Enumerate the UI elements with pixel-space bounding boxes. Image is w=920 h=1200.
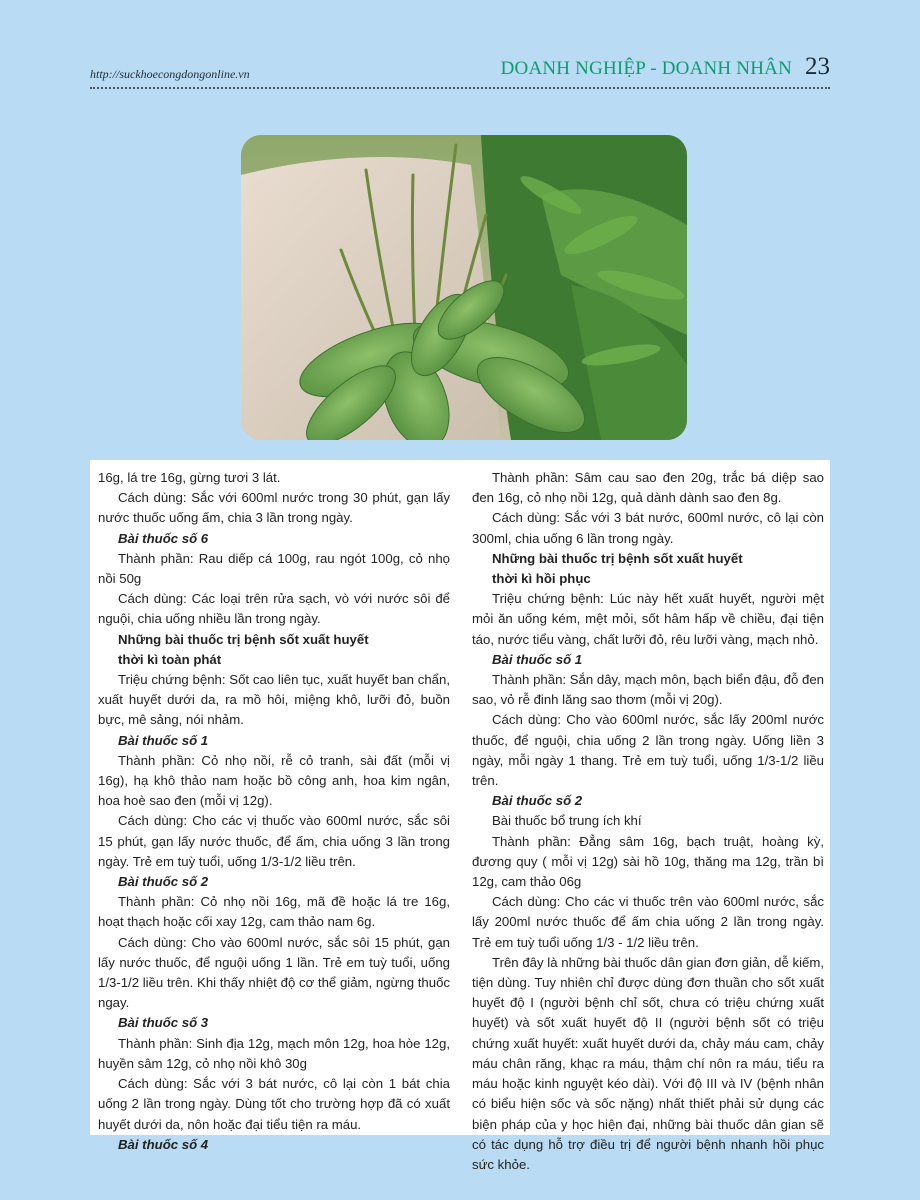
paragraph: Cách dùng: Cho các vi thuốc trên vào 600ml nước, sắc lấy 200ml nước thuốc để ấm chia uống 2 lần trong ngày. Trẻ em tuỳ tuổi uống 1/3 - 1/2 liều trên. bbox=[472, 894, 824, 950]
section-heading bbox=[472, 549, 824, 589]
paragraph: Bài thuốc bổ trung ích khí bbox=[492, 813, 642, 829]
remedy-title: Bài thuốc số 4 bbox=[118, 1136, 209, 1152]
paragraph: Thành phần: Đẳng sâm 16g, bạch truật, hoàng kỳ, đương quy ( mỗi vị 12g) sài hồ 10g, thăng ma 12g, trần bì 12g, cam thảo 06g bbox=[472, 833, 824, 890]
paragraph: Thành phần: Sắn dây, mạch môn, bạch biển đậu, đỗ đen sao, vỏ rễ đinh lăng sao thơm (mỗi vị 20g). bbox=[472, 672, 824, 708]
paragraph: Cách dùng: Cho vào 600ml nước, sắc sôi 15 phút, gạn lấy nước thuốc, để nguội uống 1 lần. Trẻ em tuỳ tuổi, uống 1/3-1/2 liều trên. Khi thấy nhiệt độ cơ thể giảm, ngừng thuốc ngay. bbox=[98, 934, 450, 1011]
paragraph: Thành phần: Cỏ nhọ nồi, rễ cỏ tranh, sài đất (mỗi vị 16g), hạ khô thảo nam hoặc bồ công anh, hoa kim ngân, hoa hoè sao đen (mỗi vị 12g). bbox=[98, 752, 450, 809]
paragraph: Cách dùng: Sắc với 3 bát nước, 600ml nước, cô lại còn 300ml, chia uống 6 lần trong ngày. bbox=[472, 510, 824, 546]
article-body bbox=[90, 460, 830, 1172]
remedy-title: Bài thuốc số 3 bbox=[118, 1015, 209, 1031]
paragraph: Triệu chứng bệnh: Lúc này hết xuất huyết, người mệt mỏi ăn uống kém, mệt mỏi, sốt hâm hấp về chiều, đại tiện táo, nước tiểu vàng, chất lưỡi đỏ, rêu lưỡi vàng, mạch nhỏ. bbox=[472, 591, 824, 647]
remedy-title: Bài thuốc số 6 bbox=[118, 530, 209, 546]
remedy-title: Bài thuốc số 1 bbox=[118, 732, 209, 748]
right-column bbox=[472, 468, 824, 1175]
section-heading-line: Những bài thuốc trị bệnh sốt xuất huyết bbox=[492, 550, 743, 566]
page-header bbox=[90, 52, 830, 88]
left-column bbox=[98, 468, 450, 1155]
paragraph: Thành phần: Sinh địa 12g, mạch môn 12g, hoa hòe 12g, huyền sâm 12g, cỏ nhọ nồi khô 30g bbox=[98, 1035, 450, 1071]
plantain-plant-photo bbox=[241, 135, 687, 440]
section-title: DOANH NGHIỆP - DOANH NHÂN bbox=[500, 58, 792, 79]
paragraph: Cách dùng: Sắc với 3 bát nước, cô lại còn 1 bát chia uống 2 lần trong ngày. Dùng tốt cho trường hợp đã có xuất huyết dưới da, nôn hoặc đại tiểu tiện ra máu. bbox=[98, 1076, 450, 1132]
header-divider bbox=[90, 87, 830, 89]
paragraph: Thành phần: Rau diếp cá 100g, rau ngót 100g, cỏ nhọ nồi 50g bbox=[98, 550, 450, 587]
paragraph: Thành phần: Sâm cau sao đen 20g, trắc bá diệp sao đen 16g, cỏ nhọ nồi 12g, quả dành dành sao đen 8g. bbox=[472, 470, 824, 506]
paragraph: Triệu chứng bệnh: Sốt cao liên tục, xuất huyết ban chẩn, xuất huyết dưới da, ra mồ hôi, miệng khô, lưỡi đỏ, buồn bực, mê sảng, nói nhảm. bbox=[98, 672, 450, 728]
paragraph: Cách dùng: Cho vào 600ml nước, sắc lấy 200ml nước thuốc, để nguội, chia uống 2 lần trong ngày. Uống liền 3 ngày, mỗi ngày 1 thang. Trẻ em tuỳ tuổi, uống 1/3-1/2 liều trên. bbox=[472, 712, 824, 789]
section-heading-line: Những bài thuốc trị bệnh sốt xuất huyết bbox=[118, 631, 369, 647]
section-heading bbox=[98, 630, 450, 670]
remedy-title: Bài thuốc số 2 bbox=[118, 874, 209, 890]
page-number: 23 bbox=[805, 53, 830, 80]
paragraph: 16g, lá tre 16g, gừng tươi 3 lát. bbox=[98, 470, 281, 485]
website-url[interactable]: http://suckhoecongdongonline.vn bbox=[90, 67, 250, 81]
paragraph: Cách dùng: Các loại trên rửa sạch, vò với nước sôi để nguội, chia uống nhiều lần trong ngày. bbox=[98, 591, 450, 627]
section-heading-line: thời kì hồi phục bbox=[492, 571, 591, 587]
remedy-title: Bài thuốc số 1 bbox=[492, 651, 583, 667]
paragraph: Trên đây là những bài thuốc dân gian đơn giản, dễ kiếm, tiện dùng. Tuy nhiên chỉ được dùng đơn thuần cho sốt xuất huyết độ I (người bệnh chỉ sốt, chưa có triệu chứng xuất huyết) và sốt xuất huyết độ II (người bệnh sốt có triệu chứng xuất huyết: xuất huyết dưới da, chảy máu cam, chảy máu chân răng, khạc ra máu, thậm chí nôn ra máu, tiểu ra máu hoặc kinh nguyệt kéo dài). Với độ III và IV (bệnh nhân có biểu hiện sốc và sốc nặng) nhất thiết phải sử dụng các biện pháp của y học hiện đại, những bài thuốc dân gian sẽ có tác dụng hỗ trợ điều trị để người bệnh nhanh hồi phục sức khỏe. bbox=[472, 954, 824, 1172]
paragraph: Cách dùng: Sắc với 600ml nước trong 30 phút, gạn lấy nước thuốc uống ấm, chia 3 lần trong ngày. bbox=[98, 490, 450, 526]
remedy-title: Bài thuốc số 2 bbox=[492, 793, 583, 809]
section-heading-line: thời kì toàn phát bbox=[118, 651, 222, 667]
paragraph: Cách dùng: Cho các vị thuốc vào 600ml nước, sắc sôi 15 phút, gạn lấy nước thuốc, để ấm, chia uống 3 lần trong ngày. Trẻ em tuỳ tuổi, uống 1/3-1/2 liều trên. bbox=[98, 813, 450, 869]
paragraph: Thành phần: Cỏ nhọ nồi 16g, mã đề hoặc lá tre 16g, hoạt thạch hoặc cối xay 12g, cam thảo nam 6g. bbox=[98, 894, 450, 930]
